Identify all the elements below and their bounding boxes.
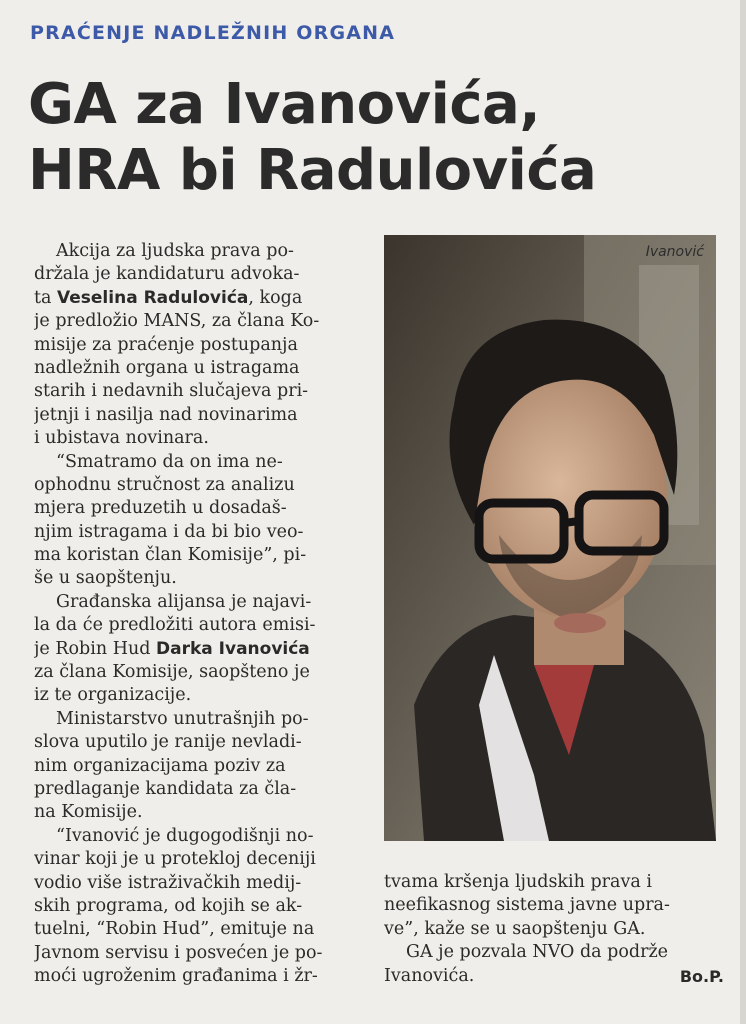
- body-line: “Ivanović je dugogodišnji no-: [56, 825, 314, 846]
- body-text: , koga: [248, 287, 303, 308]
- body-line: tuelni, “Robin Hud”, emituje na: [34, 919, 315, 940]
- body-line: nadležnih organa u istragama: [34, 357, 300, 378]
- body-line: [34, 287, 372, 310]
- photo-caption: Ivanović: [645, 244, 704, 260]
- body-line: vodio više istraživačkih medij-: [34, 872, 302, 893]
- portrait-illustration: [384, 235, 716, 841]
- body-line: ma koristan član Komisije”, pi-: [34, 545, 307, 566]
- body-line: držala je kandidaturu advoka-: [34, 264, 300, 285]
- author-byline: Bo.P.: [679, 966, 724, 986]
- body-line: GA je pozvala NVO da podrže: [406, 942, 669, 963]
- body-line: ophodnu stručnost za analizu: [34, 474, 295, 495]
- portrait-photo: [384, 235, 716, 841]
- body-line: vinar koji je u protekloj deceniji: [34, 849, 316, 870]
- body-line: za člana Komisije, saopšteno je: [34, 662, 310, 683]
- body-line: [384, 965, 724, 988]
- person-name: Darka Ivanovića: [156, 638, 310, 659]
- body-line: mjera preduzetih u dosadaš-: [34, 498, 287, 519]
- body-line: slova uputilo je ranije nevladi-: [34, 732, 302, 753]
- body-line: neefikasnog sistema javne upra-: [384, 895, 670, 916]
- body-text: ta: [34, 287, 58, 308]
- body-line: Građanska alijansa je najavi-: [56, 591, 312, 612]
- article-headline: [28, 72, 728, 204]
- body-line: njim istragama i da bi bio veo-: [34, 521, 304, 542]
- body-line: i ubistava novinara.: [34, 428, 209, 449]
- section-kicker: PRAĆENJE NADLEŽNIH ORGANA: [30, 22, 396, 44]
- body-line: jetnji i nasilja nad novinarima: [34, 404, 298, 425]
- body-line: Akcija za ljudska prava po-: [56, 241, 294, 261]
- body-line: moći ugroženim građanima i žr-: [34, 966, 318, 987]
- body-line: Ministarstvo unutrašnjih po-: [56, 708, 309, 729]
- body-line: [34, 638, 372, 661]
- headline-line-2: HRA bi Radulovića: [28, 138, 597, 203]
- body-line: je predložio MANS, za člana Ko-: [34, 311, 320, 332]
- body-line: starih i nedavnih slučajeva pri-: [34, 381, 309, 402]
- body-line: Javnom servisu i posvećen je po-: [34, 942, 323, 963]
- body-text: je Robin Hud: [34, 638, 156, 659]
- body-line: la da će predložiti autora emisi-: [34, 615, 316, 636]
- body-line: skih programa, od kojih se ak-: [34, 895, 303, 916]
- headline-line-1: GA za Ivanovića,: [28, 72, 541, 137]
- person-name: Veselina Radulovića: [57, 287, 249, 308]
- body-line: še u saopštenju.: [34, 568, 177, 589]
- body-line: tvama kršenja ljudskih prava i: [384, 872, 652, 892]
- body-column-left: [34, 240, 372, 989]
- body-line: iz te organizacije.: [34, 685, 192, 706]
- body-line: predlaganje kandidata za čla-: [34, 778, 297, 799]
- body-line: misije za praćenje postupanja: [34, 334, 298, 355]
- body-column-right: [384, 871, 724, 988]
- body-line: “Smatramo da on ima ne-: [56, 451, 283, 472]
- page-edge: [740, 0, 746, 1024]
- body-line: nim organizacijama poziv za: [34, 755, 286, 776]
- body-line: ve”, kaže se u saopštenju GA.: [384, 918, 646, 939]
- body-text: Ivanovića.: [384, 965, 475, 986]
- body-line: na Komisije.: [34, 802, 143, 823]
